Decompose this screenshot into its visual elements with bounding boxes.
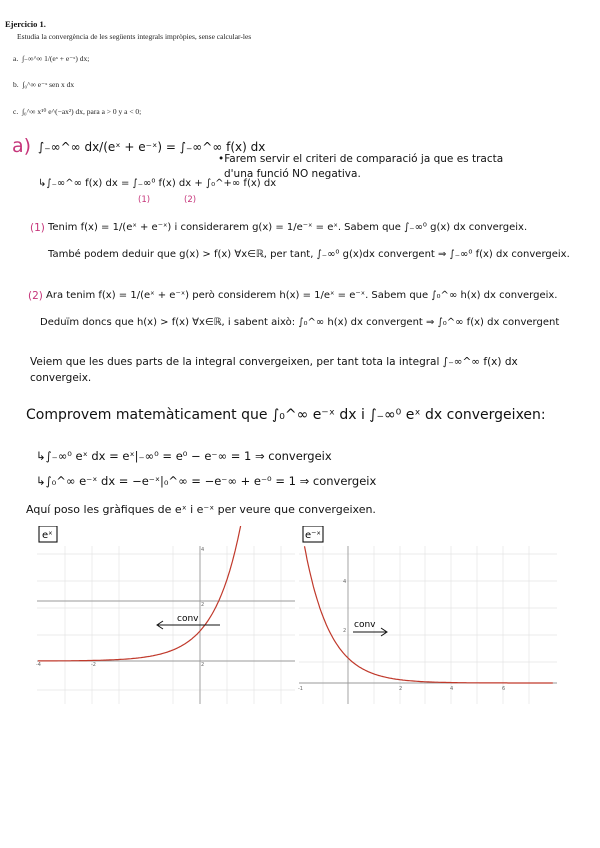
graph-exp-neg-ytick-0: 4 bbox=[343, 579, 347, 585]
graph-exp-arrow-label: conv bbox=[177, 614, 199, 624]
graph-exp-xtick-1: -2 bbox=[91, 662, 96, 668]
graph-exp-ytick-1: 2 bbox=[201, 602, 205, 608]
graph-exp-neg-ytick-1: 2 bbox=[343, 628, 347, 634]
graph-exp-neg-xtick-4: 6 bbox=[502, 686, 506, 692]
step-2-tag: (2) bbox=[28, 290, 43, 302]
check-line-2: ↳∫₀^∞ e⁻ˣ dx = −e⁻ˣ|₀^∞ = −e⁻∞ + e⁻⁰ = 1 ⇒ convergeix bbox=[36, 474, 377, 488]
check-header: Comprovem matemàticament que ∫₀^∞ e⁻ˣ dx i ∫₋∞⁰ eˣ dx convergeixen: bbox=[26, 407, 546, 423]
graph-exp-neg bbox=[297, 526, 559, 712]
step-2-line-1: Ara tenim f(x) = 1/(eˣ + e⁻ˣ) però considerem h(x) = 1/eˣ = e⁻ˣ. Sabem que ∫₀^∞ h(x) dx convergeix. bbox=[46, 290, 558, 301]
part-a-label: a) bbox=[12, 135, 32, 157]
step-1-tag: (1) bbox=[30, 222, 45, 234]
exercise-title: Ejercicio 1. bbox=[5, 19, 46, 29]
graph-exp-curve bbox=[38, 526, 242, 661]
graph-exp-svg bbox=[35, 526, 297, 708]
step-2-line-2: Deduïm doncs que h(x) > f(x) ∀x∈ℝ, i sabent això: ∫₀^∞ h(x) dx convergent ⇒ ∫₀^∞ f(x) dx convergent bbox=[40, 317, 560, 328]
side-note-line-2: d'una funció NO negativa. bbox=[224, 168, 361, 180]
graph-exp-xtick-0: -4 bbox=[36, 662, 41, 668]
graph-exp-neg-xtick-3: 4 bbox=[450, 686, 454, 692]
exercise-item-a: a. ∫₋∞^∞ 1/(eˣ + e⁻ˣ) dx; bbox=[13, 54, 90, 63]
split-tag-1: (1) bbox=[138, 195, 151, 205]
conclusion-line-2: convergeix. bbox=[30, 372, 92, 384]
graph-exp bbox=[35, 526, 297, 712]
step-1-line-1: Tenim f(x) = 1/(eˣ + e⁻ˣ) i considerarem g(x) = 1/e⁻ˣ = eˣ. Sabem que ∫₋∞⁰ g(x) dx convergeix. bbox=[48, 222, 528, 233]
side-note-line-1: •Farem servir el criteri de comparació ja que es tracta bbox=[218, 153, 504, 165]
integral-split: ↳∫₋∞^∞ f(x) dx = ∫₋∞⁰ f(x) dx + ∫₀^+∞ f(x) dx bbox=[38, 178, 277, 189]
step-1-line-2: També podem deduir que g(x) > f(x) ∀x∈ℝ, per tant, ∫₋∞⁰ g(x)dx convergent ⇒ ∫₋∞⁰ f(x) dx convergeix. bbox=[48, 249, 570, 260]
graph-exp-ytick-0: 4 bbox=[201, 547, 205, 553]
conclusion-line-1: Veiem que les dues parts de la integral convergeixen, per tant tota la integral ∫₋∞^∞ f(x) dx bbox=[30, 356, 518, 368]
exercise-statement: Estudia la convergència de les següents integrals impròpies, sense calcular-les bbox=[17, 32, 252, 41]
graph-exp-neg-xtick-2: 2 bbox=[399, 686, 403, 692]
graphs-intro: Aquí poso les gràfiques de eˣ i e⁻ˣ per veure que convergeixen. bbox=[26, 503, 376, 516]
exercise-item-c: c. ∫₀^∞ x¹⁰ e^(−ax²) dx, para a > 0 y a < 0; bbox=[13, 107, 142, 116]
graph-exp-neg-arrow-label: conv bbox=[354, 620, 376, 630]
exercise-item-b: b. ∫₀^∞ e⁻ˣ sen x dx bbox=[13, 80, 75, 89]
graph-exp-neg-xtick-0: -1 bbox=[298, 686, 303, 692]
part-a-integral: ∫₋∞^∞ dx/(eˣ + e⁻ˣ) = ∫₋∞^∞ f(x) dx bbox=[38, 140, 266, 154]
graph-exp-neg-label: e⁻ˣ bbox=[305, 530, 321, 541]
graph-exp-xtick-3: 2 bbox=[201, 662, 205, 668]
graph-exp-label: eˣ bbox=[42, 530, 53, 541]
graph-exp-neg-curve bbox=[305, 546, 553, 683]
graph-exp-neg-svg bbox=[297, 526, 559, 708]
check-line-1: ↳∫₋∞⁰ eˣ dx = eˣ|₋∞⁰ = e⁰ − e⁻∞ = 1 ⇒ convergeix bbox=[36, 449, 332, 463]
graph-exp-neg-grid bbox=[299, 546, 557, 704]
split-tag-2: (2) bbox=[184, 195, 197, 205]
